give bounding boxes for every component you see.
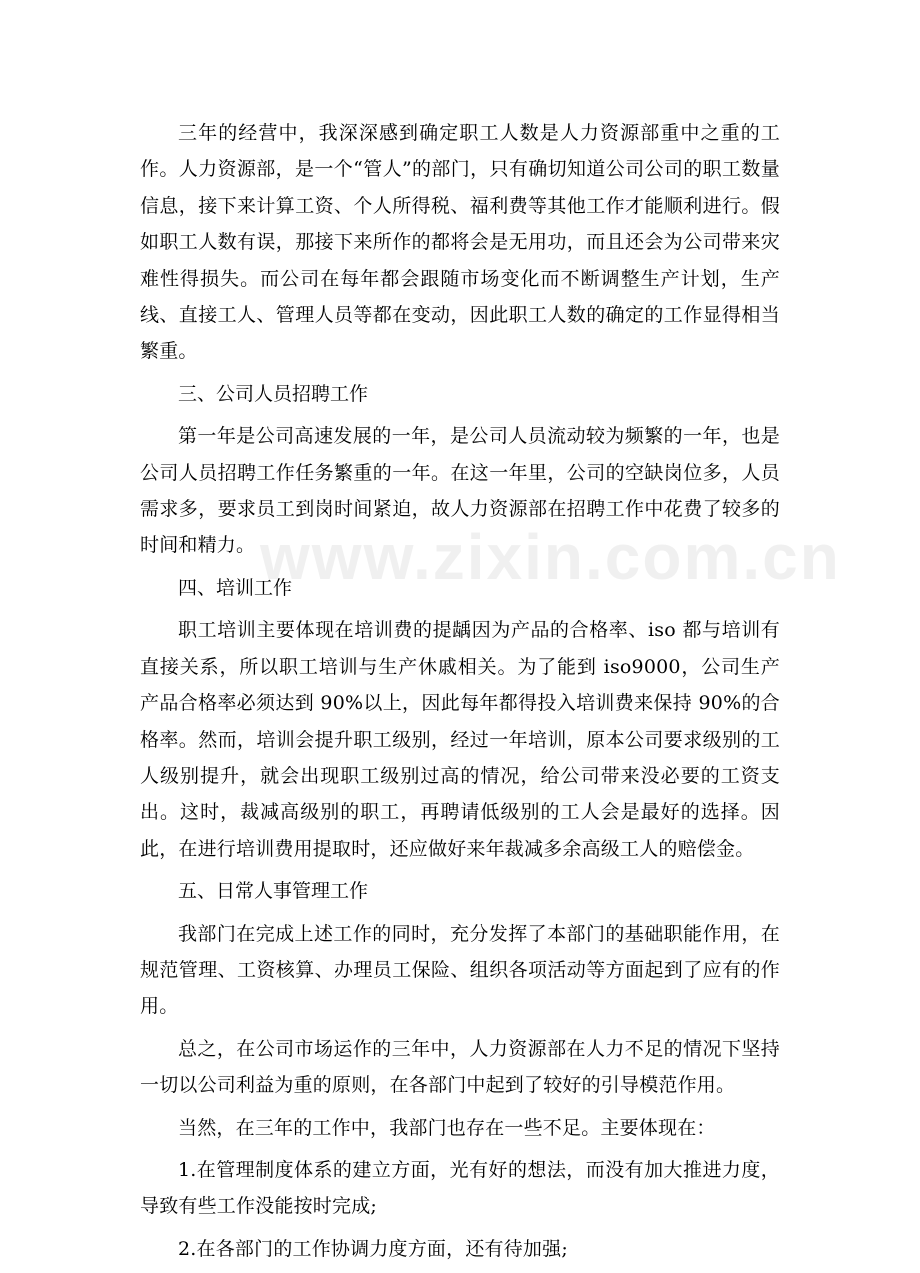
paragraph-staff-count: 三年的经营中，我深深感到确定职工人数是人力资源部重中之重的工作。人力资源部，是一个“管人”的部门，只有确切知道公司公司的职工数量信息，接下来计算工资、个人所得税、福利费等其他工作才能顺利进行。假如职工人数有误，那接下来所作的都将会是无用功，而且还会为公司带来灾难性得损失。而公司在每年都会跟随市场变化而不断调整生产计划，生产线、直接工人、管理人员等都在变动，因此职工人数的确定的工作显得相当繁重。 (140, 122, 780, 363)
paragraph-daily-management: 我部门在完成上述工作的同时，充分发挥了本部门的基础职能作用，在规范管理、工资核算、办理员工保险、组织各项活动等方面起到了应有的作用。 (140, 922, 780, 1018)
document-body (140, 115, 841, 1273)
section-heading-recruitment: 三、公司人员招聘工作 (178, 382, 369, 405)
section-heading-training: 四、培训工作 (178, 576, 293, 599)
section-heading-daily-management: 五、日常人事管理工作 (178, 880, 369, 903)
watermark: www.zixin.com.cn (260, 521, 841, 593)
paragraph-recruitment: 第一年是公司高速发展的一年，是公司人员流动较为频繁的一年，也是公司人员招聘工作任务繁重的一年。在这一年里，公司的空缺岗位多，人员需求多，要求员工到岗时间紧迫，故人力资源部在招聘工作中花费了较多的时间和精力。 (140, 425, 780, 557)
paragraph-summary: 总之，在公司市场运作的三年中，人力资源部在人力不足的情况下坚持一切以公司利益为重的原则，在各部门中起到了较好的引导模范作用。 (140, 1037, 780, 1097)
list-item-shortcoming-1: 1.在管理制度体系的建立方面，光有好的想法，而没有加大推进力度，导致有些工作没能按时完成; (140, 1158, 780, 1218)
paragraph-shortcomings-intro: 当然，在三年的工作中，我部门也存在一些不足。主要体现在： (178, 1116, 716, 1139)
paragraph-training: 职工培训主要体现在培训费的提龋因为产品的合格率、iso 都与培训有直接关系，所以职工培训与生产休戚相关。为了能到 iso9000，公司生产产品合格率必须达到 90%以上，因此每年都得投入培训费来保持 90%的合格率。然而，培训会提升职工级别，经过一年培训，原本公司要求级别的工人级别提升，就会出现职工级别过高的情况，给公司带来没必要的工资支出。这时，裁减高级别的职工，再聘请低级别的工人会是最好的选择。因此，在进行培训费用提取时，还应做好来年裁减多余高级工人的赔偿金。 (140, 619, 780, 860)
list-item-shortcoming-2: 2.在各部门的工作协调力度方面，还有待加强; (178, 1237, 568, 1260)
